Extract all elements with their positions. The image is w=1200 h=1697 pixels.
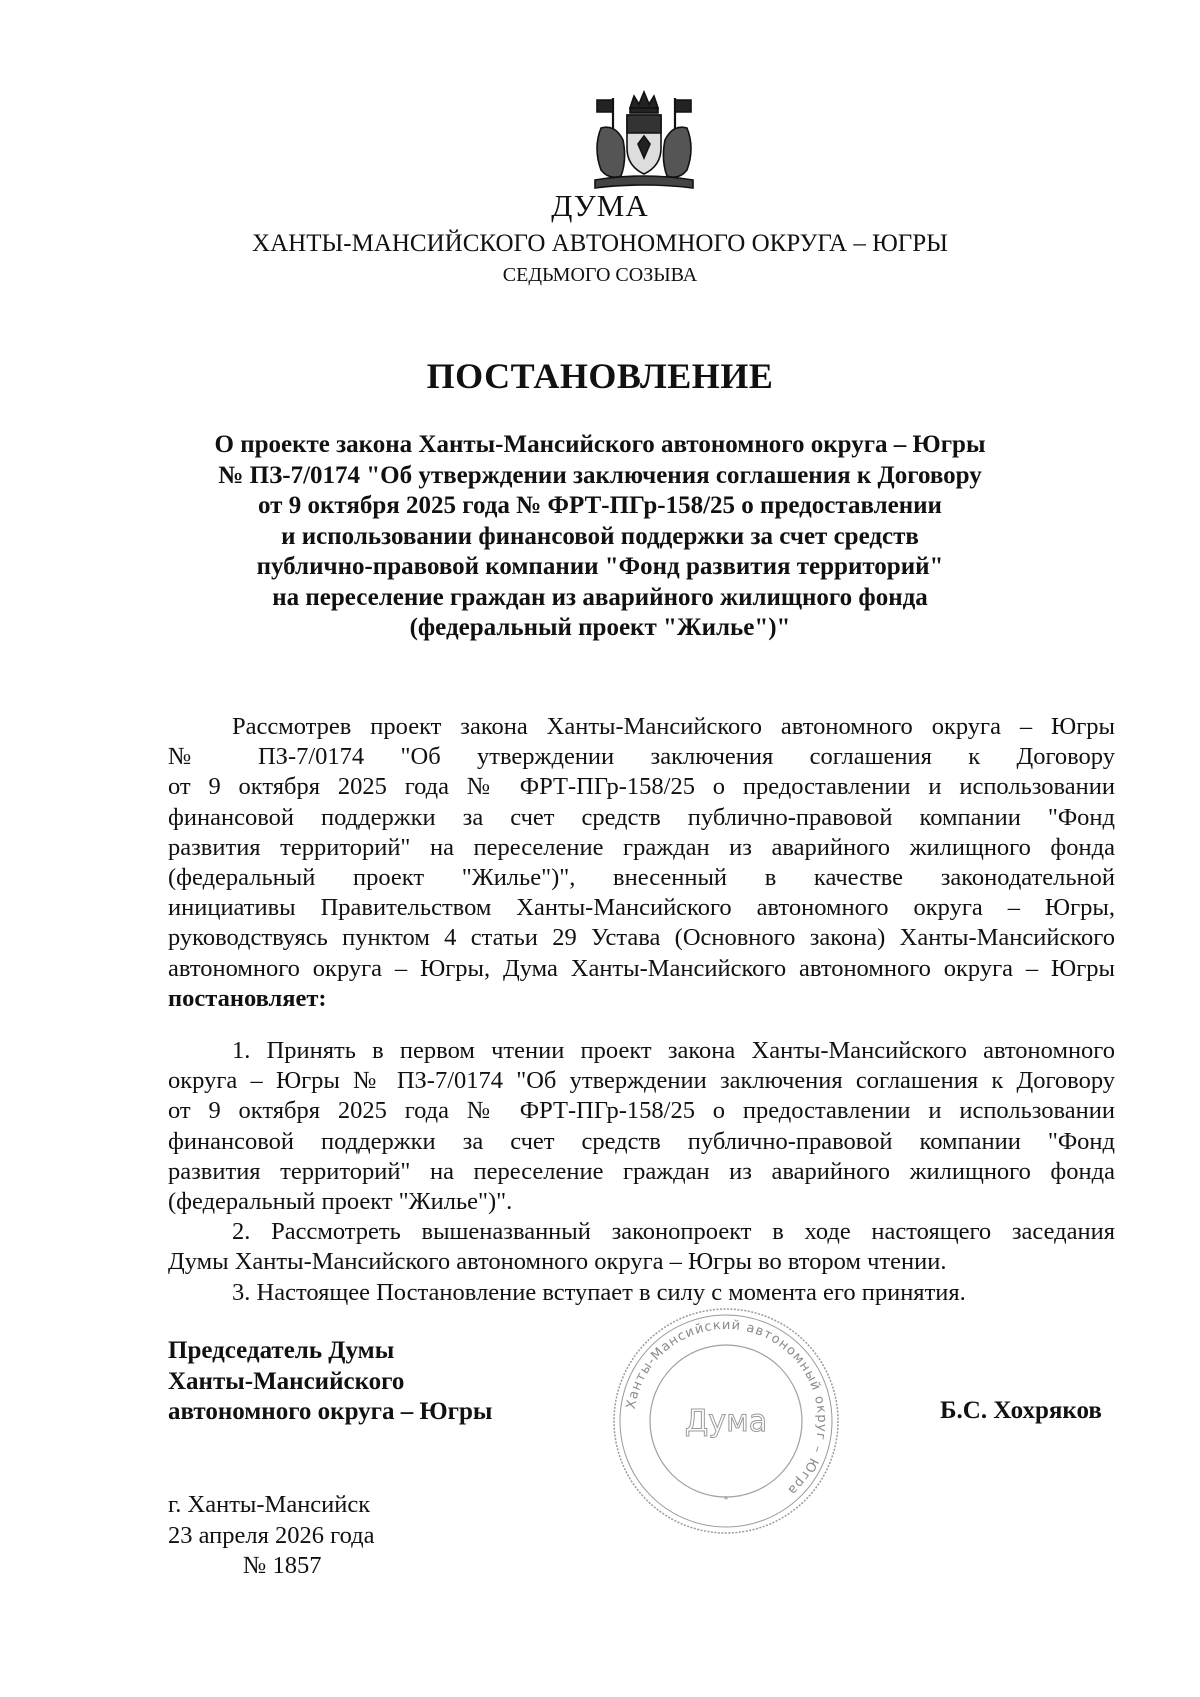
- item-line: от 9 октября 2025 года № ФРТ-ПГр-158/25 о предоставлении и использовании: [168, 1097, 1115, 1125]
- subject-line: О проекте закона Ханты-Мансийского автономного округа – Югры: [214, 431, 986, 458]
- signatory-title-line: Ханты-Мансийского: [168, 1367, 405, 1395]
- item-line: развития территорий" на переселение граждан из аварийного жилищного фонда: [168, 1157, 1115, 1185]
- preamble-line: руководствуясь пунктом 4 статьи 29 Устава (Основного закона) Ханты-Мансийского: [168, 924, 1115, 952]
- place-date-number: [168, 1490, 374, 1582]
- subject-line: на переселение граждан из аварийного жилищного фонда: [272, 583, 928, 611]
- coat-of-arms-icon: [587, 88, 701, 194]
- resolves-word: постановляет:: [168, 984, 327, 1012]
- item-line: Думы Ханты-Мансийского автономного округа – Югры во втором чтении.: [168, 1248, 947, 1276]
- subject-line: публично-правовой компании "Фонд развития территорий": [256, 553, 944, 580]
- item-line: финансовой поддержки за счет средств публично-правовой компании "Фонд: [168, 1127, 1115, 1155]
- item-line: 1. Принять в первом чтении проект закона Ханты-Мансийского автономного: [232, 1037, 1115, 1064]
- document-subject: [150, 430, 1050, 644]
- item-line: (федеральный проект "Жилье")".: [168, 1187, 513, 1215]
- stamp-ring-text: Ханты-Мансийский автономный округ – Югра: [623, 1317, 830, 1499]
- org-name: ДУМА: [551, 188, 649, 223]
- preamble-paragraph: [168, 712, 1115, 1014]
- resolution-items: [168, 1036, 1115, 1308]
- signatory-title-line: Председатель Думы: [168, 1337, 395, 1364]
- subject-line: и использовании финансовой поддержки за счет средств: [281, 522, 919, 550]
- preamble-line: финансовой поддержки за счет средств публично-правовой компании "Фонд: [168, 803, 1115, 831]
- svg-text:*: *: [723, 1495, 729, 1506]
- date: 23 апреля 2026 года: [168, 1521, 375, 1549]
- stamp-center-text: Дума: [684, 1404, 768, 1439]
- place: г. Ханты-Мансийск: [168, 1491, 371, 1518]
- signatory-title-line: автономного округа – Югры: [168, 1398, 493, 1425]
- preamble-line: развития территорий" на переселение граждан из аварийного жилищного фонда: [168, 833, 1115, 861]
- official-stamp: [610, 1305, 842, 1537]
- signatory-name: Б.С. Хохряков: [940, 1397, 1102, 1424]
- convocation: СЕДЬМОГО СОЗЫВА: [502, 264, 698, 286]
- preamble-line: (федеральный проект "Жилье")", внесенный в качестве законодательной: [168, 863, 1115, 891]
- document-type-title: ПОСТАНОВЛЕНИЕ: [426, 356, 774, 396]
- preamble-line: от 9 октября 2025 года № ФРТ-ПГр-158/25 о предоставлении и использовании: [168, 773, 1115, 801]
- subject-line: (федеральный проект "Жилье")": [409, 614, 791, 641]
- item-line: округа – Югры № ПЗ-7/0174 "Об утверждении заключения соглашения к Договору: [168, 1067, 1115, 1095]
- subject-line: № ПЗ-7/0174 "Об утверждении заключения соглашения к Договору: [218, 461, 982, 489]
- signatory-title: [168, 1336, 492, 1428]
- preamble-line: Рассмотрев проект закона Ханты-Мансийского автономного округа – Югры: [232, 713, 1115, 740]
- preamble-line: автономного округа – Югры, Дума Ханты-Мансийского автономного округа – Югры: [168, 954, 1115, 982]
- item-line: 3. Настоящее Постановление вступает в силу с момента его принятия.: [232, 1278, 966, 1306]
- subject-line: от 9 октября 2025 года № ФРТ-ПГр-158/25 о предоставлении: [258, 492, 942, 519]
- item-line: 2. Рассмотреть вышеназванный законопроект в ходе настоящего заседания: [232, 1218, 1115, 1246]
- region-name: ХАНТЫ-МАНСИЙСКОГО АВТОНОМНОГО ОКРУГА – ЮГРЫ: [252, 230, 948, 257]
- document-number: № 1857: [243, 1552, 322, 1579]
- preamble-line: инициативы Правительством Ханты-Мансийского автономного округа – Югры,: [168, 894, 1115, 922]
- preamble-line: № ПЗ-7/0174 "Об утверждении заключения соглашения к Договору: [168, 743, 1115, 771]
